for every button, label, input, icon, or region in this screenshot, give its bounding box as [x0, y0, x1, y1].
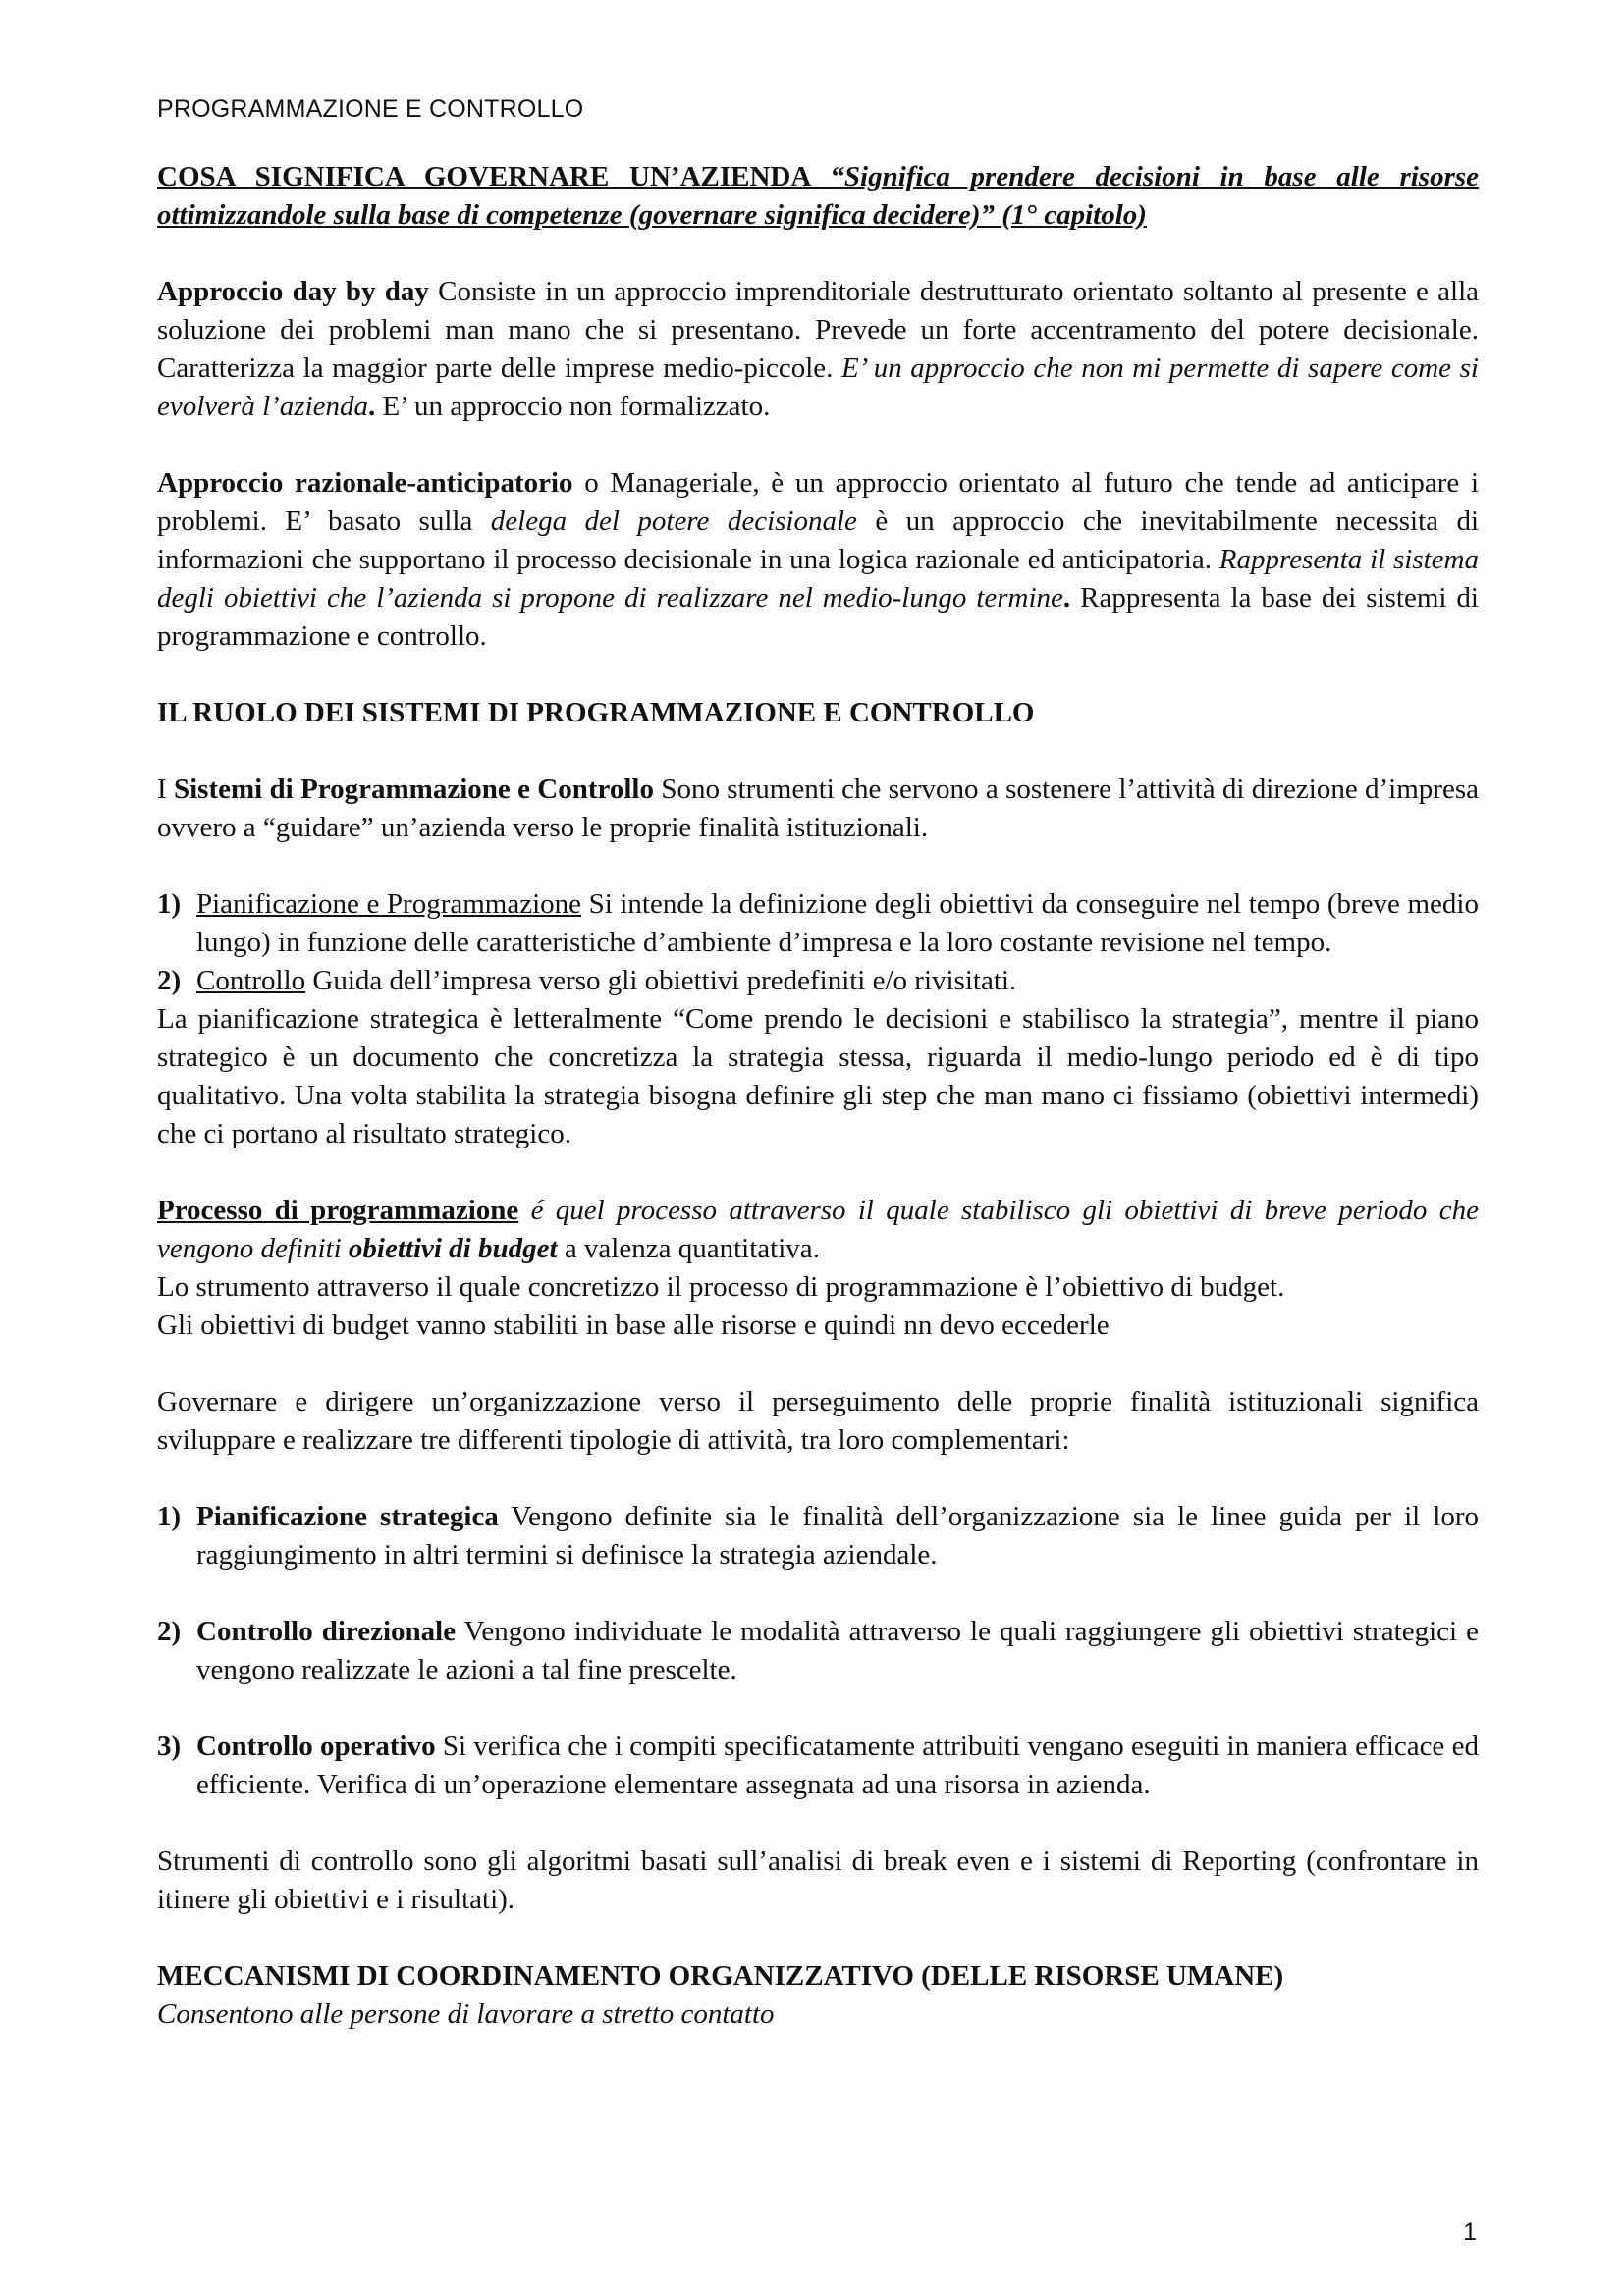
- subtitle-meccanismi: Consentono alle persone di lavorare a stretto contatto: [157, 1999, 775, 2030]
- list-item: 1) Pianificazione e Programmazione Si intende la definizione degli obiettivi da conseguire nel tempo (breve medio lungo) in funzione delle caratteristiche d’ambiente d’impresa e la loro costante revisione nel tempo.: [157, 888, 1479, 958]
- term-processo: Processo di programmazione: [157, 1195, 519, 1226]
- paragraph-sistemi: I Sistemi di Programmazione e Controllo Sono strumenti che servono a sostenere l’attività di direzione d’impresa ovvero a “guidare” un’azienda verso le proprie finalità istituzionali.: [157, 774, 1479, 843]
- paragraph-processo-line2: Lo strumento attraverso il quale concretizzo il processo di programmazione è l’obiettivo di budget.: [157, 1271, 1285, 1303]
- title-main: COSA SIGNIFICA GOVERNARE UN’AZIENDA: [157, 161, 831, 192]
- running-header: PROGRAMMAZIONE E CONTROLLO: [157, 95, 584, 123]
- paragraph-processo-line3: Gli obiettivi di budget vanno stabiliti in base alle risorse e quindi nn devo eccederle: [157, 1309, 1110, 1341]
- paragraph-razionale: Approccio razionale-anticipatorio o Manageriale, è un approccio orientato al futuro che tende ad anticipare i problemi. E’ basato sulla delega del potere decisionale è un approccio che inevitabilmente necessita di informazioni che supportano il processo decisionale in una logica razionale ed anticipatoria. Rappresenta il sistema degli obiettivi che l’azienda si propone di realizzare nel medio-lungo termine. Rappresenta la base dei sistemi di programmazione e controllo.: [157, 467, 1480, 652]
- list-attivita: [157, 1498, 1479, 1804]
- list-item: 2) Controllo direzionale Vengono individuate le modalità attraverso le quali raggiungere gli obiettivi strategici e vengono realizzate le azioni a tal fine prescelte.: [157, 1616, 1479, 1685]
- list-item: 1) Pianificazione strategica Vengono definite sia le finalità dell’organizzazione sia le linee guida per il loro raggiungimento in altri termini si definisce la strategia aziendale.: [157, 1501, 1479, 1571]
- paragraph-processo: Processo di programmazione é quel processo attraverso il quale stabilisco gli obiettivi di breve periodo che vengono definiti obiettivi di budget a valenza quantitativa.: [157, 1195, 1479, 1264]
- heading-ruolo: IL RUOLO DEI SISTEMI DI PROGRAMMAZIONE E CONTROLLO: [157, 697, 1035, 728]
- document-title: [157, 158, 1479, 235]
- heading-meccanismi: MECCANISMI DI COORDINAMENTO ORGANIZZATIVO (DELLE RISORSE UMANE): [157, 1960, 1284, 1992]
- document-page: [157, 93, 1479, 2034]
- list-item: 2) Controllo Guida dell’impresa verso gli obiettivi predefiniti e/o rivisitati.: [157, 965, 1017, 996]
- term-razionale: Approccio razionale-anticipatorio: [157, 467, 573, 499]
- term-sistemi: Sistemi di Programmazione e Controllo: [174, 774, 654, 805]
- list-item: 3) Controllo operativo Si verifica che i compiti specificatamente attribuiti vengano eseguiti in maniera efficace ed efficiente. Verifica di un’operazione elementare assegnata ad una risorsa in azienda.: [157, 1731, 1479, 1800]
- paragraph-governare: Governare e dirigere un’organizzazione verso il perseguimento delle proprie finalità istituzionali significa sviluppare e realizzare tre differenti tipologie di attività, tra loro complementari:: [157, 1386, 1479, 1456]
- paragraph-day-by-day: Approccio day by day Consiste in un approccio imprenditoriale destrutturato orientato soltanto al presente e alla soluzione dei problemi man mano che si presentano. Prevede un forte accentramento del potere decisionale. Caratterizza la maggior parte delle imprese medio-piccole. E’ un approccio che non mi permette di sapere come si evolverà l’azienda. E’ un approccio non formalizzato.: [157, 276, 1480, 422]
- page-number: 1: [1463, 2218, 1477, 2246]
- italic-day-by-day: E’ un approccio che non mi permette di sapere come si evolverà l’azienda: [157, 352, 1479, 422]
- paragraph-pianificazione-strategica: La pianificazione strategica è letteralmente “Come prendo le decisioni e stabilisco la strategia”, mentre il piano strategico è un documento che concretizza la strategia stessa, riguarda il medio-lungo periodo ed è di tipo qualitativo. Una volta stabilita la strategia bisogna definire gli step che man mano ci fissiamo (obiettivi intermedi) che ci portano al risultato strategico.: [157, 1003, 1479, 1149]
- list-ruolo: [157, 885, 1479, 1000]
- title-quote: “Significa prendere decisioni in base alle risorse ottimizzandole sulla base di competenze (governare significa decidere)” (1° capitolo): [157, 161, 1480, 231]
- term-day-by-day: Approccio day by day: [157, 276, 429, 307]
- paragraph-strumenti: Strumenti di controllo sono gli algoritmi basati sull’analisi di break even e i sistemi di Reporting (confrontare in itinere gli obiettivi e i risultati).: [157, 1845, 1479, 1915]
